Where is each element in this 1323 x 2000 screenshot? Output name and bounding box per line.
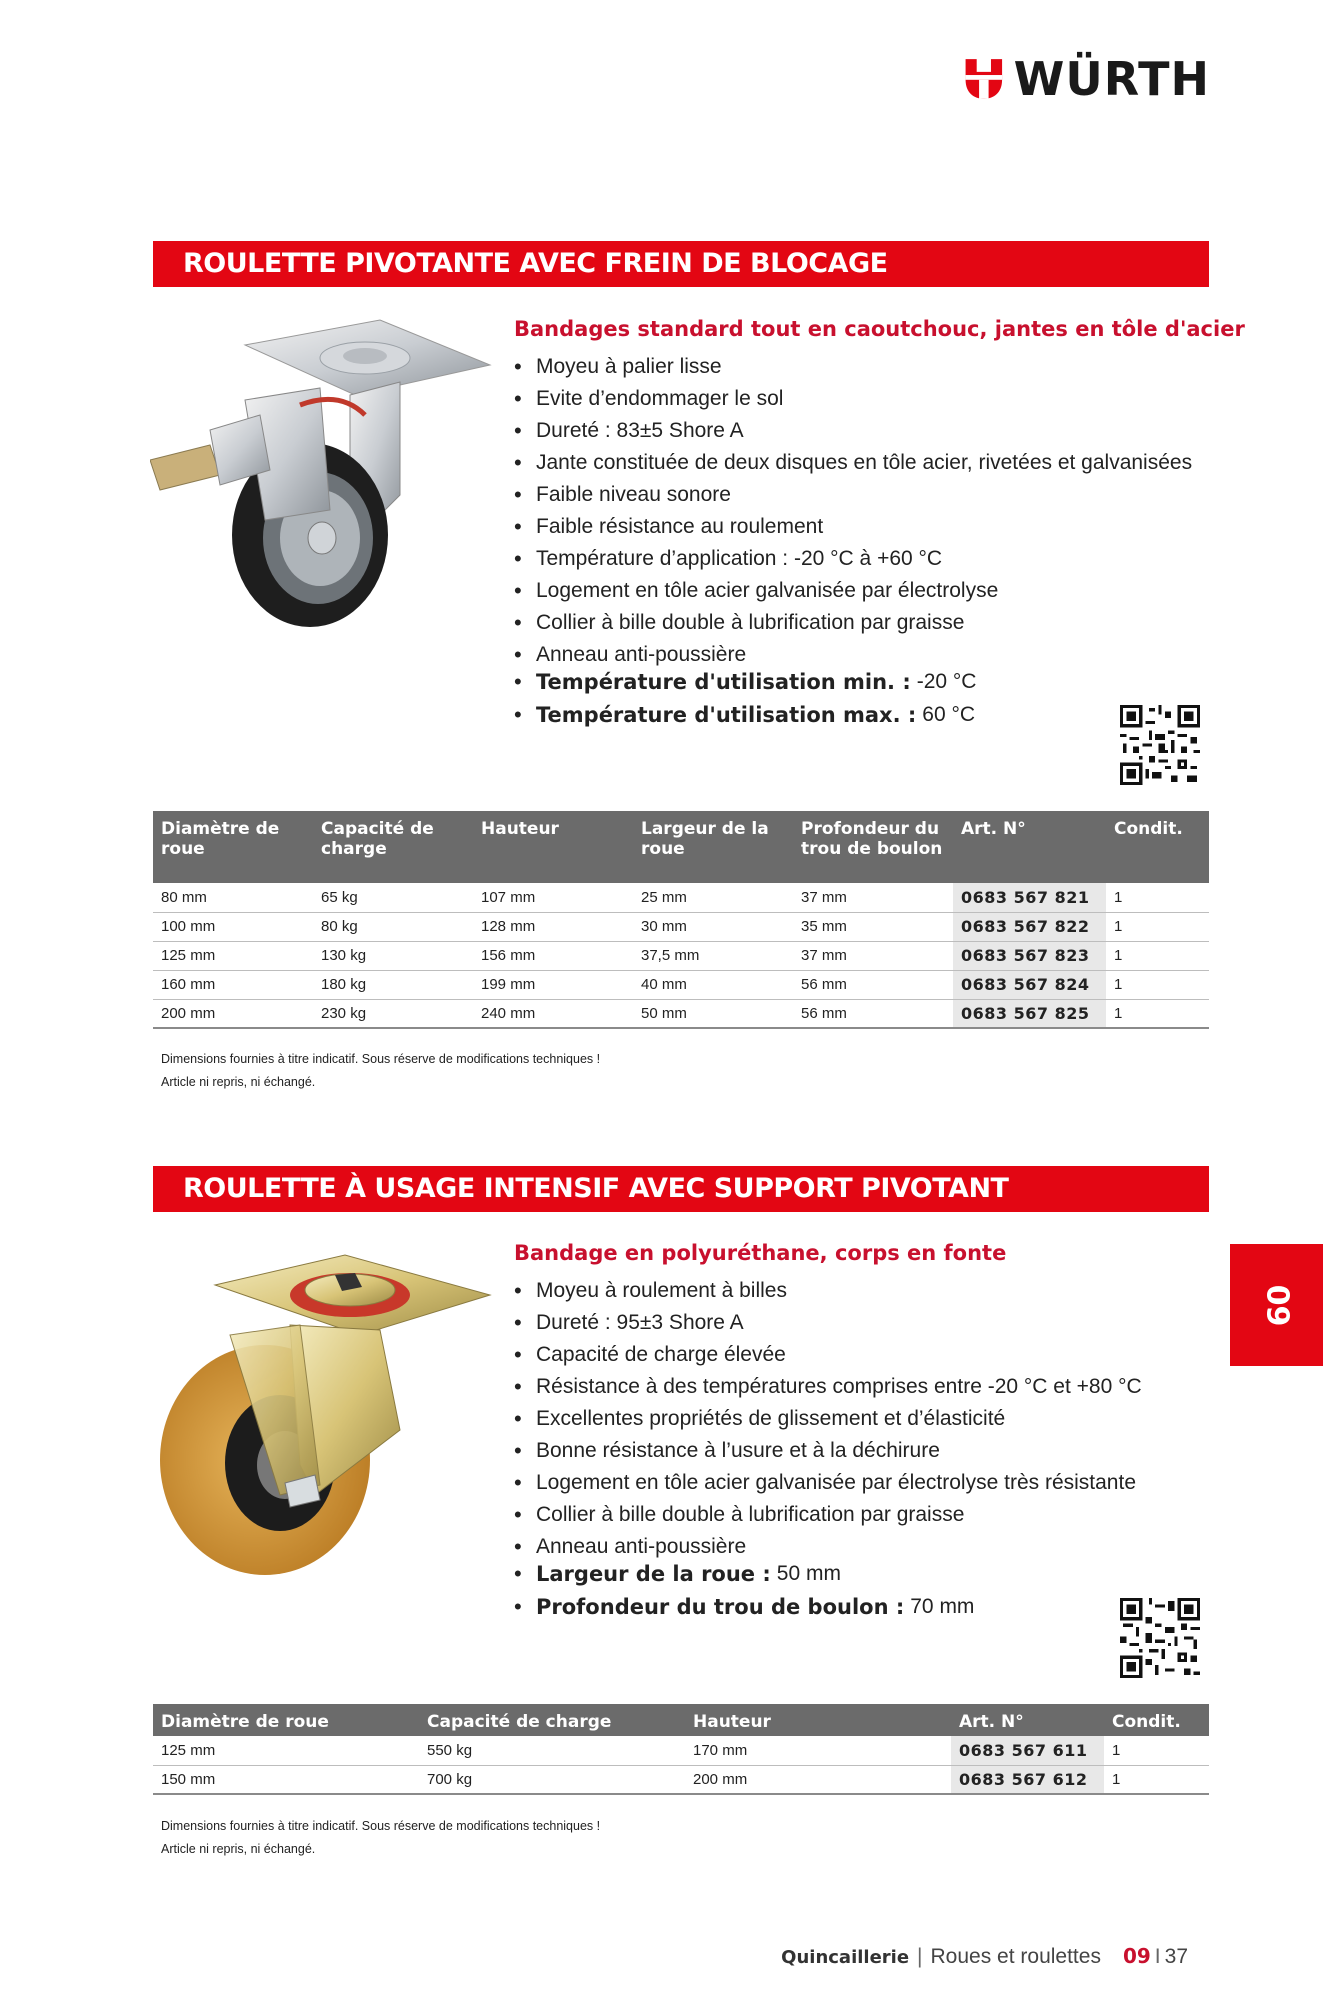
article-number: 0683 567 822 (953, 912, 1106, 941)
table-row (153, 1765, 1209, 1794)
feature-item: • Faible résistance au roulement (514, 511, 1192, 543)
col-header: Hauteur (685, 1704, 951, 1736)
col-header: Diamètre de roue (153, 1704, 419, 1736)
spec-item-bolt-depth: • Profondeur du trou de boulon : 70 mm (514, 1591, 1142, 1624)
note-line: Dimensions fournies à titre indicatif. Sous réserve de modifications techniques ! (161, 1052, 601, 1066)
table-row (153, 1736, 1209, 1765)
feature-item: • Logement en tôle acier galvanisée par électrolyse très résistante (514, 1467, 1142, 1499)
table-cell: 125 mm (153, 941, 313, 970)
table-cell: 700 kg (419, 1765, 685, 1794)
feature-item: • Bonne résistance à l’usure et à la déchirure (514, 1435, 1142, 1467)
col-header: Art. N° (951, 1704, 1104, 1736)
col-header: Largeur de la roue (633, 811, 793, 883)
feature-item: • Moyeu à palier lisse (514, 351, 1192, 383)
feature-item: • Evite d’endommager le sol (514, 383, 1192, 415)
table-cell: 107 mm (473, 883, 633, 912)
section2-features (514, 1275, 1142, 1624)
page-footer (781, 1944, 1188, 1969)
feature-item: • Résistance à des températures comprises entre -20 °C et +80 °C (514, 1371, 1142, 1403)
table-cell: 1 (1106, 970, 1209, 999)
table-cell: 35 mm (793, 912, 953, 941)
table-cell: 1 (1106, 883, 1209, 912)
spec-item-min-temp: • Température d'utilisation min. : -20 °C (514, 666, 1192, 699)
footer-category: Quincaillerie (781, 1947, 910, 1968)
article-number: 0683 567 823 (953, 941, 1106, 970)
note-line: Article ni repris, ni échangé. (161, 1075, 316, 1089)
table-cell: 40 mm (633, 970, 793, 999)
note-line: Article ni repris, ni échangé. (161, 1842, 316, 1856)
article-number: 0683 567 821 (953, 883, 1106, 912)
table-cell: 180 kg (313, 970, 473, 999)
feature-item: • Dureté : 83±5 Shore A (514, 415, 1192, 447)
section2-spec-table (153, 1704, 1209, 1795)
wurth-logo (964, 52, 1210, 106)
table-cell: 37,5 mm (633, 941, 793, 970)
table-cell: 130 kg (313, 941, 473, 970)
col-header: Profondeur du trou de boulon (793, 811, 953, 883)
feature-item: • Excellentes propriétés de glissement et d’élasticité (514, 1403, 1142, 1435)
table-cell: 550 kg (419, 1736, 685, 1765)
table-cell: 240 mm (473, 999, 633, 1028)
brand-name: WÜRTH (1013, 52, 1210, 106)
section1-notes (161, 1048, 600, 1094)
feature-item: • Jante constituée de deux disques en tôle acier, rivetées et galvanisées (514, 447, 1192, 479)
footer-chapter: 09 (1122, 1944, 1151, 1968)
footer-page-separator: I (1154, 1945, 1161, 1968)
feature-item: • Logement en tôle acier galvanisée par électrolyse (514, 575, 1192, 607)
table-cell: 170 mm (685, 1736, 951, 1765)
section2-subtitle: Bandage en polyuréthane, corps en fonte (514, 1241, 1007, 1265)
feature-item: • Dureté : 95±3 Shore A (514, 1307, 1142, 1339)
qr-code-icon[interactable] (1120, 705, 1200, 785)
table-row (153, 970, 1209, 999)
col-header: Hauteur (473, 811, 633, 883)
table-cell: 37 mm (793, 941, 953, 970)
table-cell: 125 mm (153, 1736, 419, 1765)
article-number: 0683 567 611 (951, 1736, 1104, 1765)
col-header: Condit. (1104, 1704, 1209, 1736)
feature-item: • Capacité de charge élevée (514, 1339, 1142, 1371)
table-cell: 230 kg (313, 999, 473, 1028)
section1-title: ROULETTE PIVOTANTE AVEC FREIN DE BLOCAGE (153, 241, 1209, 287)
article-number: 0683 567 612 (951, 1765, 1104, 1794)
table-cell: 1 (1106, 912, 1209, 941)
feature-item: • Faible niveau sonore (514, 479, 1192, 511)
table-cell: 1 (1106, 941, 1209, 970)
table-cell: 80 mm (153, 883, 313, 912)
article-number: 0683 567 825 (953, 999, 1106, 1028)
page-number: 37 (1164, 1945, 1188, 1968)
table-row (153, 941, 1209, 970)
article-number: 0683 567 824 (953, 970, 1106, 999)
table-cell: 128 mm (473, 912, 633, 941)
col-header: Diamètre de roue (153, 811, 313, 883)
table-cell: 199 mm (473, 970, 633, 999)
table-cell: 200 mm (153, 999, 313, 1028)
table-cell: 80 kg (313, 912, 473, 941)
swivel-caster-brake-image (150, 310, 495, 630)
heavy-duty-caster-image (150, 1235, 495, 1590)
chapter-number: 09 (1259, 1284, 1294, 1326)
table-cell: 56 mm (793, 999, 953, 1028)
table-cell: 156 mm (473, 941, 633, 970)
table-row (153, 883, 1209, 912)
table-row (153, 999, 1209, 1028)
feature-item: • Moyeu à roulement à billes (514, 1275, 1142, 1307)
table-cell: 1 (1104, 1765, 1209, 1794)
spec-item-max-temp: • Température d'utilisation max. : 60 °C (514, 699, 1192, 732)
section1-features (514, 351, 1192, 732)
table-cell: 150 mm (153, 1765, 419, 1794)
feature-item: • Collier à bille double à lubrification par graisse (514, 607, 1192, 639)
table-cell: 37 mm (793, 883, 953, 912)
table-cell: 200 mm (685, 1765, 951, 1794)
table-cell: 65 kg (313, 883, 473, 912)
feature-item: • Collier à bille double à lubrification par graisse (514, 1499, 1142, 1531)
col-header: Condit. (1106, 811, 1209, 883)
section1-spec-table (153, 811, 1209, 1029)
table-row (153, 912, 1209, 941)
footer-separator: | (917, 1945, 923, 1968)
table-cell: 100 mm (153, 912, 313, 941)
wurth-logo-icon (964, 52, 1004, 106)
qr-code-icon[interactable] (1120, 1598, 1200, 1678)
feature-item: • Anneau anti-poussière (514, 1531, 1142, 1558)
feature-item: • Température d’application : -20 °C à +60 °C (514, 543, 1192, 575)
feature-item: • Anneau anti-poussière (514, 639, 1192, 666)
section2-notes (161, 1815, 600, 1861)
table-cell: 25 mm (633, 883, 793, 912)
col-header: Capacité de charge (313, 811, 473, 883)
col-header: Art. N° (953, 811, 1106, 883)
col-header: Capacité de charge (419, 1704, 685, 1736)
table-cell: 1 (1104, 1736, 1209, 1765)
spec-item-wheel-width: • Largeur de la roue : 50 mm (514, 1558, 1142, 1591)
note-line: Dimensions fournies à titre indicatif. Sous réserve de modifications techniques ! (161, 1819, 601, 1833)
table-cell: 56 mm (793, 970, 953, 999)
chapter-side-tab (1230, 1244, 1323, 1366)
table-cell: 50 mm (633, 999, 793, 1028)
footer-subcategory: Roues et roulettes (930, 1945, 1101, 1968)
section2-title: ROULETTE À USAGE INTENSIF AVEC SUPPORT PIVOTANT (153, 1166, 1209, 1212)
table-cell: 160 mm (153, 970, 313, 999)
table-cell: 1 (1106, 999, 1209, 1028)
table-cell: 30 mm (633, 912, 793, 941)
section1-subtitle: Bandages standard tout en caoutchouc, jantes en tôle d'acier (514, 317, 1245, 341)
